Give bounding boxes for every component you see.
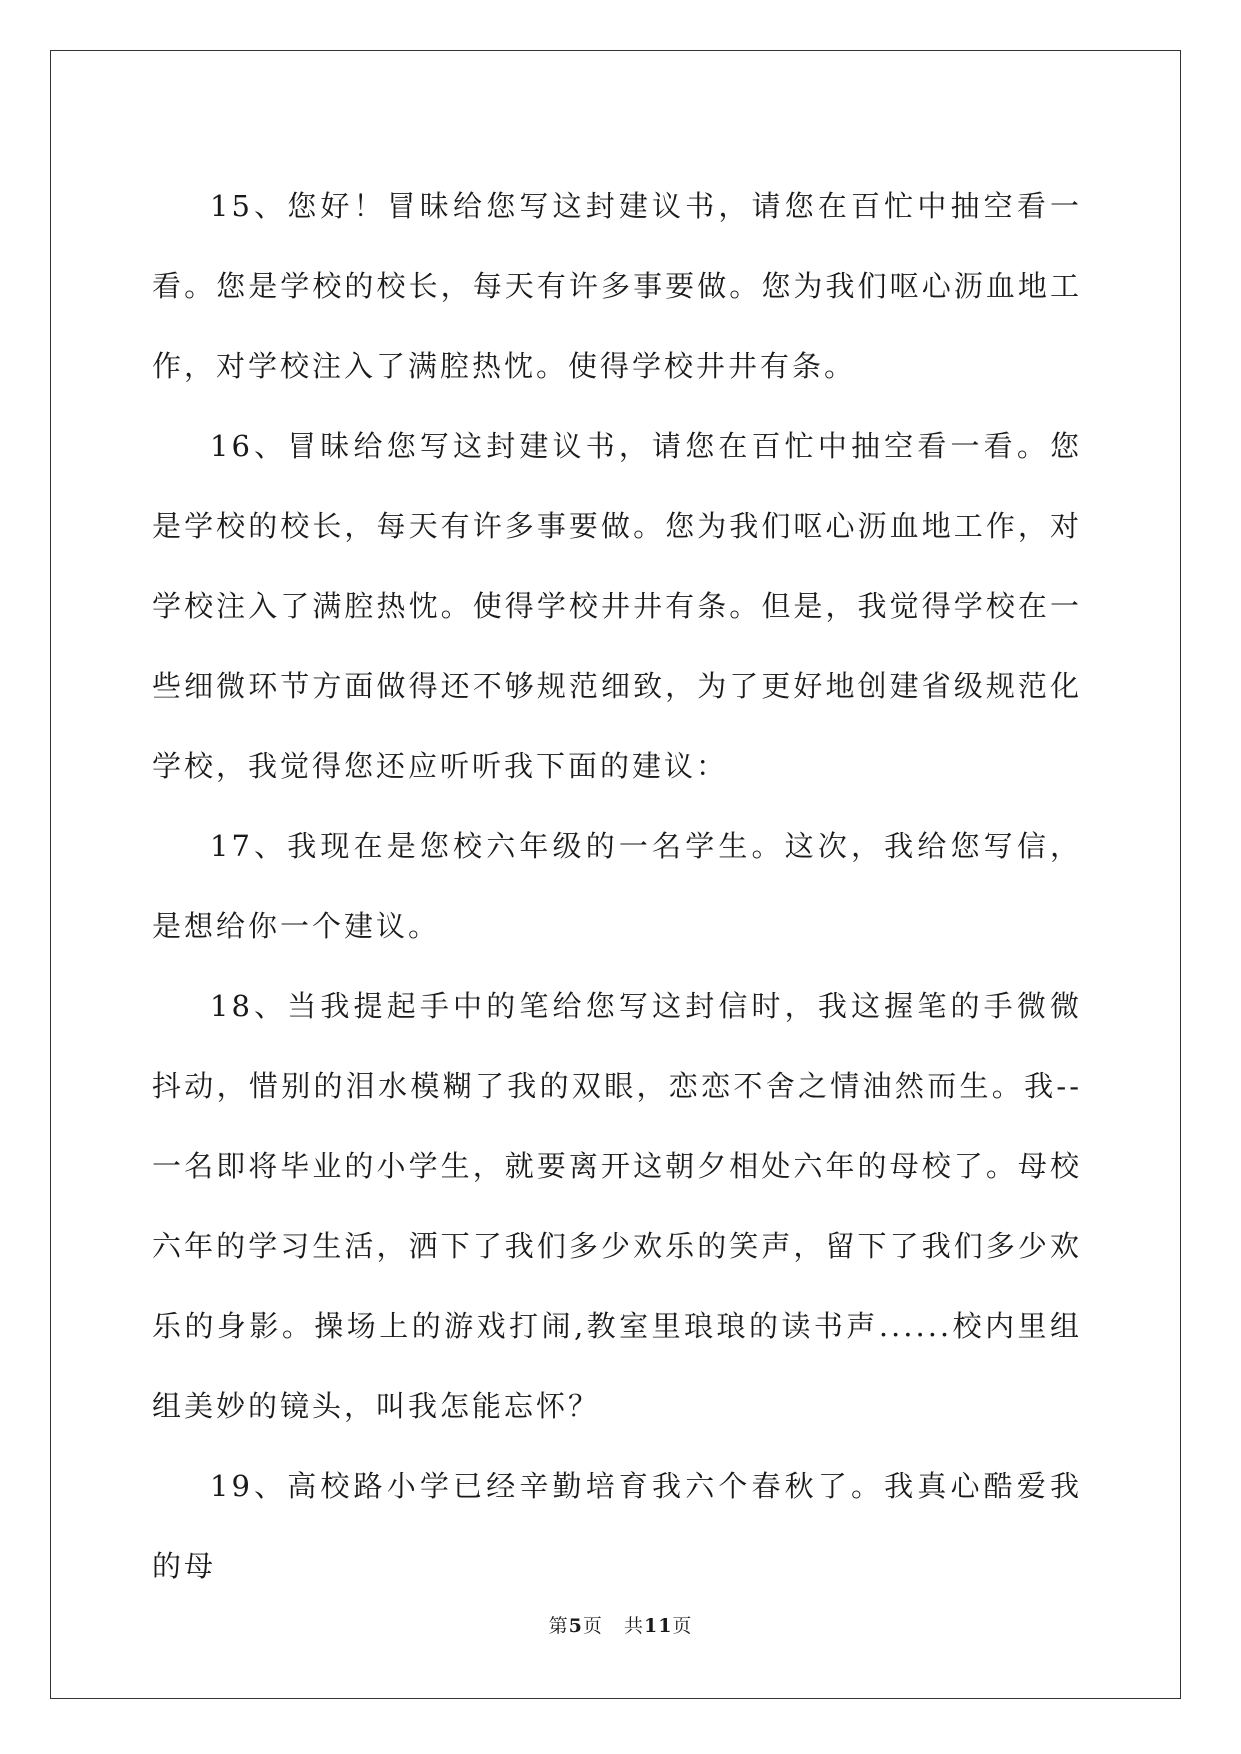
total-pages-number: 11 [643,1615,673,1637]
paragraph-18: 18、当我提起手中的笔给您写这封信时，我这握笔的手微微抖动，惜别的泪水模糊了我的双眼，恋恋不舍之情油然而生。我--一名即将毕业的小学生，就要离开这朝夕相处六年的母校了。母校六年的学习生活，洒下了我们多少欢乐的笑声，留下了我们多少欢乐的身影。操场上的游戏打闹,教室里琅琅的读书声......校内里组组美妙的镜头，叫我怎能忘怀？ [152,989,1082,1423]
current-page-number: 5 [568,1615,583,1637]
footer-prefix: 第 [548,1615,569,1637]
paragraph-19: 19、高校路小学已经辛勤培育我六个春秋了。我真心酷爱我的母 [152,1469,1082,1583]
document-body [152,166,1082,1606]
footer-total-suffix: 页 [672,1615,693,1637]
paragraph-17: 17、我现在是您校六年级的一名学生。这次，我给您写信，是想给你一个建议。 [152,829,1082,943]
footer-total-prefix: 共 [623,1615,644,1637]
paragraph-15: 15、您好！冒昧给您写这封建议书，请您在百忙中抽空看一看。您是学校的校长，每天有许多事要做。您为我们呕心沥血地工作，对学校注入了满腔热忱。使得学校井井有条。 [152,189,1082,383]
footer-page-word: 页 [582,1615,603,1637]
page-footer [0,1611,1241,1638]
paragraph-16: 16、冒昧给您写这封建议书，请您在百忙中抽空看一看。您是学校的校长，每天有许多事要做。您为我们呕心沥血地工作，对学校注入了满腔热忱。使得学校井井有条。但是，我觉得学校在一些细微环节方面做得还不够规范细致，为了更好地创建省级规范化学校，我觉得您还应听听我下面的建议： [152,429,1082,783]
